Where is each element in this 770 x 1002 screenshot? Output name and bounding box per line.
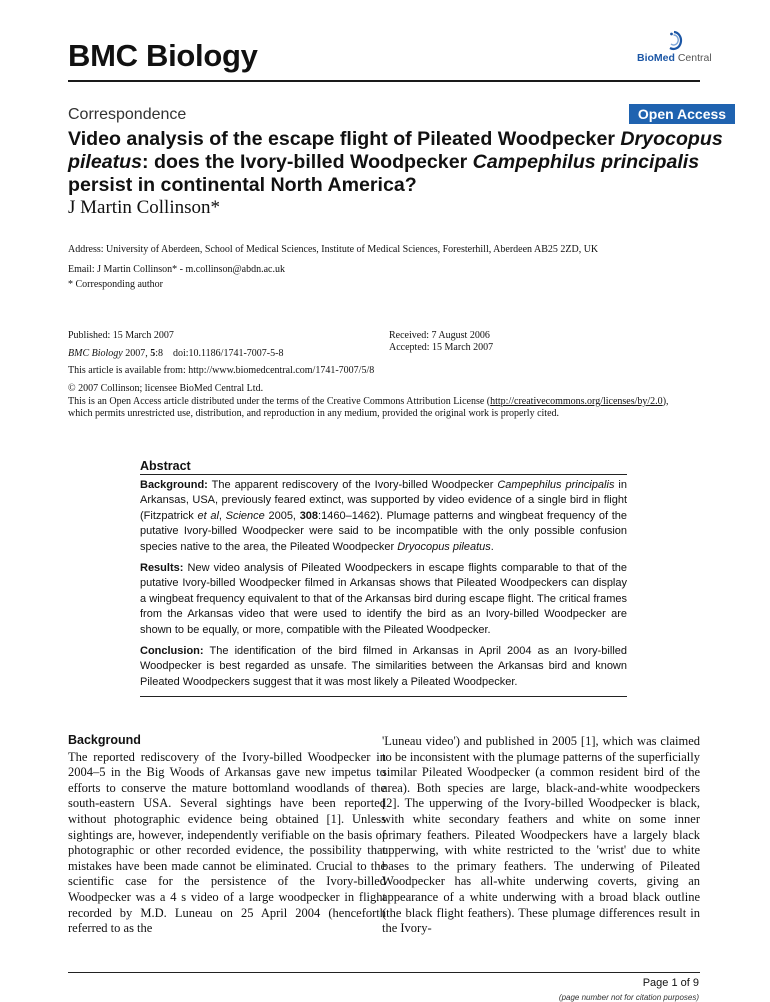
abstract-background-segment: 308: [299, 509, 319, 522]
citation-journal: BMC Biology: [68, 348, 123, 359]
abstract-heading: Abstract: [140, 459, 627, 475]
section-heading-background: Background: [68, 733, 141, 747]
title-part: : does the Ivory-billed Woodpecker: [142, 151, 473, 173]
body-column-left: [68, 733, 386, 937]
article-category: Correspondence: [68, 106, 187, 123]
title-species-2: Campephilus principalis: [472, 151, 700, 173]
citation-volume: 5: [150, 348, 156, 359]
open-access-badge: Open Access: [629, 104, 735, 124]
article-title: [68, 128, 738, 197]
title-part: persist in continental North America?: [68, 174, 417, 196]
abstract-background-segment: Dryocopus pileatus: [397, 540, 491, 553]
abstract-background: [140, 478, 627, 555]
citation: [68, 347, 283, 360]
license-link[interactable]: http://creativecommons.org/licenses/by/2.0: [490, 396, 663, 407]
abstract-background-segment: .: [490, 540, 494, 553]
author-address: Address: University of Aberdeen, School of Medical Sciences, Institute of Medical Sciences, Foresterhill, Aberdeen AB25 2ZD, UK: [68, 244, 599, 255]
abstract-background-label: Background:: [140, 479, 208, 491]
journal-title: BMC Biology: [68, 38, 258, 73]
accepted-date: Accepted: 15 March 2007: [389, 342, 494, 353]
citation-note: (page number not for citation purposes): [558, 993, 699, 1002]
abstract-background-segment: in Arkansas, USA, previously feared extinct, was supported by video evidence of a single bird in flight (Fitzpatrick: [140, 479, 627, 522]
abstract-background-segment: Science: [225, 509, 265, 522]
footer-rule: [68, 972, 700, 973]
author: J Martin Collinson*: [68, 197, 221, 218]
abstract-background-text: [140, 479, 627, 553]
license-suffix: ),: [662, 396, 669, 407]
abstract-conclusion-label: Conclusion:: [140, 645, 204, 658]
body-paragraph: The reported rediscovery of the Ivory-billed Woodpecker in 2004–5 in the Big Woods of Arkansas gave new impetus to efforts to conserve the mature bottomland woodlands of the south-eastern USA. Several sightings have been reported without photographic evidence being obtained [1]. Unless sightings are, however, independently verifiable on the basis of photographic or other recorded evidence, the possibility that mistakes have been made cannot be eliminated. Crucial to the scientific case for the persistence of the Ivory-billed Woodpecker was a 4 s video of a large woodpecker in flight recorded by M.D. Luneau on 25 April 2004 (henceforth referred to as the: [68, 749, 386, 936]
page-number: Page 1 of 9: [642, 977, 699, 989]
article-url[interactable]: This article is available from: http://www.biomedcentral.com/1741-7007/5/8: [68, 365, 375, 376]
body-column-right: [382, 734, 700, 937]
citation-year: 2007,: [122, 348, 151, 359]
abstract-bottom-rule: [140, 696, 627, 697]
header-rule: [68, 80, 700, 82]
title-species-1: Dryocopus pileatus: [68, 128, 723, 173]
publisher-brand: BioMed: [637, 52, 675, 64]
abstract-background-segment: Campephilus principalis: [497, 479, 615, 491]
abstract-background-segment: ,: [218, 509, 226, 522]
abstract-background-segment: :1460–1462). Plumage patterns and wingbeat frequency of the putative Ivory-billed Woodpecker were said to be incompatible with the only possible confusion species native to the area, the Pileated Woodpecker: [140, 509, 627, 553]
publisher-suffix: Central: [674, 52, 712, 64]
abstract-background-segment: 2005,: [264, 509, 300, 522]
abstract-results: [140, 561, 627, 638]
license-line-2: which permits unrestricted use, distribution, and reproduction in any medium, provided the original work is properly cited.: [68, 408, 560, 419]
abstract-results-text: New video analysis of Pileated Woodpeckers in escape flights comparable to that of the putative Ivory-billed Woodpecker filmed in Arkansas shows that Pileated Woodpeckers can display a wingbeat frequency equivalent to that of the Arkansas bird during escape flight. The critical frames from the Arkansas video that were used to identify the bird as an Ivory-billed Woodpecker are shown to be equally, or more, compatible with the Pileated Woodpecker.: [140, 562, 627, 636]
license-prefix: This is an Open Access article distributed under the terms of the Creative Commons Attribution License (: [68, 396, 491, 407]
abstract-background-segment: The apparent rediscovery of the Ivory-billed Woodpecker: [207, 479, 498, 491]
abstract-conclusion-text: The identification of the bird filmed in Arkansas in April 2004 as an Ivory-billed Woodpecker is best regarded as unsafe. The similarities between the Arkansas bird and known Pileated Woodpeckers suggest that it was most likely a Pileated Woodpecker.: [140, 645, 627, 688]
abstract-conclusion: [140, 644, 627, 690]
title-part: Video analysis of the escape flight of Pileated Woodpecker: [68, 128, 621, 150]
corresponding-note: * Corresponding author: [68, 279, 163, 290]
abstract-results-label: Results:: [140, 562, 184, 575]
abstract-box: [140, 459, 627, 697]
copyright: © 2007 Collinson; licensee BioMed Central Ltd.: [68, 383, 264, 394]
published-date: Published: 15 March 2007: [68, 330, 174, 341]
publisher-logo-text: [637, 52, 712, 64]
author-email: Email: J Martin Collinson* - m.collinson@abdn.ac.uk: [68, 264, 285, 275]
body-paragraph: 'Luneau video') and published in 2005 [1], which was claimed to be inconsistent with the plumage patterns of the superficially similar Pileated Woodpecker (a common resident bird of the area). Both species are large, black-and-white woodpeckers [2]. The upperwing of the Ivory-billed Woodpecker is black, with white secondary feathers and white on some inner primary feathers. Pileated Woodpeckers have a largely black upperwing, with white restricted to the 'wrist' due to white bases to the primary feathers. The underwing of Pileated Woodpecker has all-white underwing coverts, giving an appearance of a white underwing with a broad black outline (the black flight feathers). These plumage differences result in the Ivory-: [382, 734, 700, 936]
citation-doi: :8 doi:10.1186/1741-7007-5-8: [155, 348, 284, 359]
abstract-background-segment: et al: [197, 509, 219, 522]
received-date: Received: 7 August 2006: [389, 330, 490, 341]
